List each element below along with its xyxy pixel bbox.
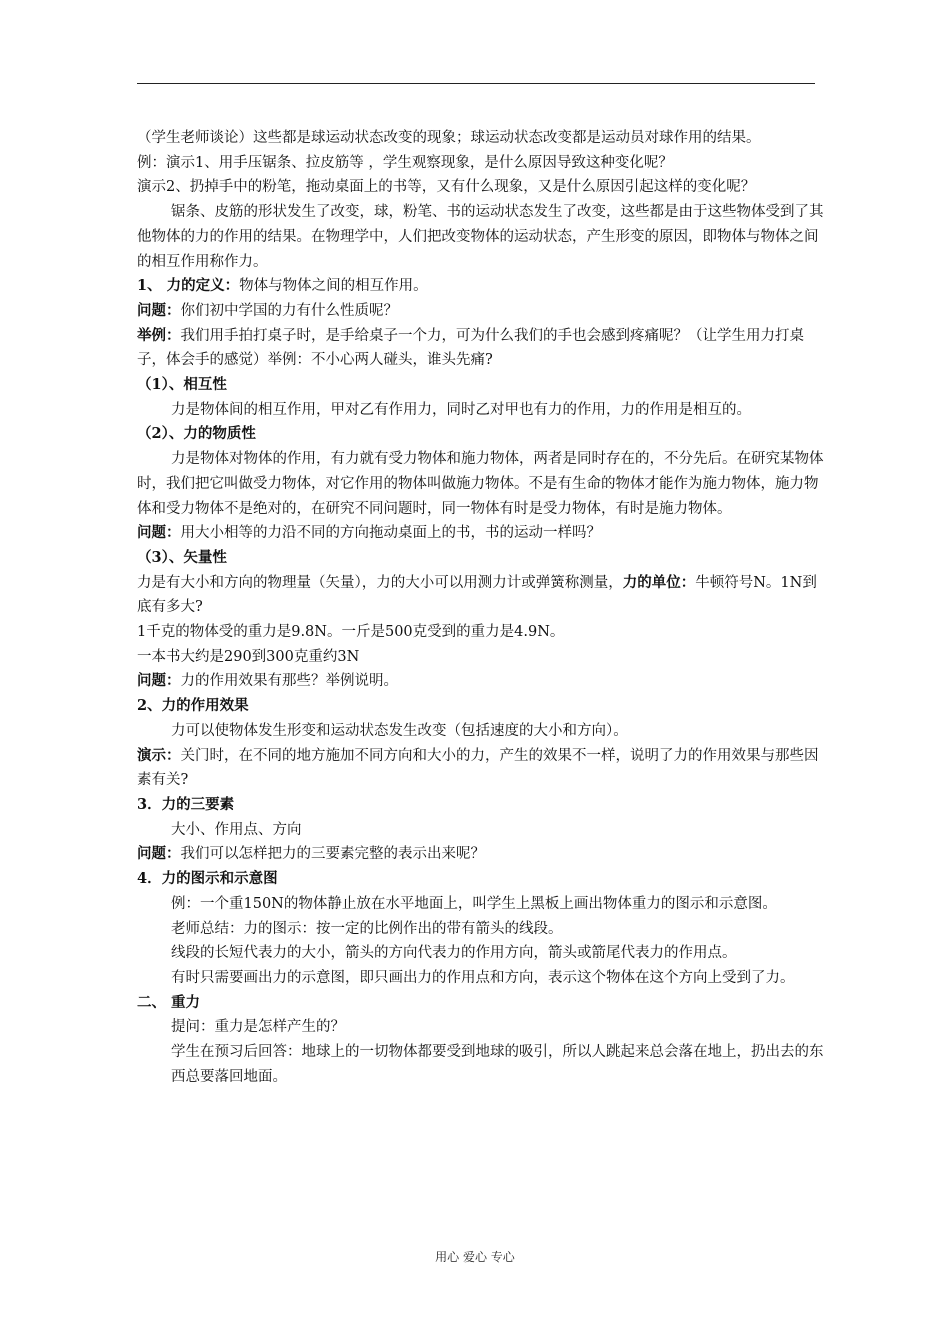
paragraph — [137, 842, 827, 867]
paragraph — [137, 793, 827, 818]
paragraph — [137, 422, 827, 447]
paragraph-heading: 1、 力的定义： — [137, 277, 240, 295]
paragraph-heading: （1）、相互性 — [137, 376, 227, 394]
paragraph — [137, 892, 827, 917]
paragraph — [137, 1040, 827, 1089]
paragraph-text: 例：一个重150N的物体静止放在水平地面上，叫学生上黑板上画出物体重力的图示和示意图。 — [171, 895, 777, 912]
header-rule — [137, 83, 815, 84]
paragraph-text: 1千克的物体受的重力是9.8N。一斤是500克受到的重力是4.9N。 — [137, 624, 565, 641]
paragraph — [137, 521, 827, 546]
paragraph — [137, 546, 827, 571]
paragraph-heading: （3）、矢量性 — [137, 548, 227, 566]
paragraph-heading: 力的单位： — [622, 573, 696, 591]
paragraph — [137, 151, 827, 176]
paragraph-text: 有时只需要画出力的示意图，即只画出力的作用点和方向，表示这个物体在这个方向上受到了力。 — [171, 969, 795, 986]
paragraph-heading: 问题： — [137, 524, 181, 542]
paragraph-text: 关门时，在不同的地方施加不同方向和大小的力，产生的效果不一样，说明了力的作用效果与那些因素有关? — [137, 747, 819, 789]
paragraph — [137, 175, 827, 200]
paragraph — [137, 274, 827, 299]
paragraph-text: 我们用手拍打桌子时，是手给桌子一个力，可为什么我们的手也会感到疼痛呢？（让学生用力打桌子，体会手的感觉）举例：不小心两人碰头，谁头先痛? — [137, 327, 804, 369]
paragraph-heading: 问题： — [137, 845, 181, 863]
paragraph — [137, 941, 827, 966]
paragraph — [137, 744, 827, 793]
paragraph-heading: 4．力的图示和示意图 — [137, 870, 278, 888]
paragraph — [137, 818, 827, 843]
paragraph — [137, 966, 827, 991]
paragraph-text: 物体与物体之间的相互作用。 — [239, 278, 428, 295]
paragraph — [137, 447, 827, 521]
paragraph — [137, 571, 827, 620]
paragraph — [137, 200, 827, 274]
paragraph-heading: 举例： — [137, 326, 181, 344]
paragraph-text: 学生在预习后回答：地球上的一切物体都要受到地球的吸引，所以人跳起来总会落在地上，扔出去的东西总要落回地面。 — [171, 1044, 824, 1085]
paragraph-heading: 演示： — [137, 746, 181, 764]
paragraph-text: 演示2、扔掉手中的粉笔，拖动桌面上的书等，又有什么现象，又是什么原因引起这样的变化呢？ — [137, 179, 756, 196]
paragraph — [137, 867, 827, 892]
paragraph-text: 力的作用效果有那些？举例说明。 — [180, 673, 398, 690]
paragraph-text: 力是物体间的相互作用，甲对乙有作用力，同时乙对甲也有力的作用，力的作用是相互的。 — [171, 401, 751, 418]
paragraph-heading: 二、 重力 — [137, 993, 201, 1011]
paragraph-heading: 问题： — [137, 672, 181, 690]
paragraph-text: 例：演示1、用手压锯条、拉皮筋等 ，学生观察现象，是什么原因导致这种变化呢？ — [137, 154, 673, 171]
paragraph-text: 提问：重力是怎样产生的？ — [171, 1019, 345, 1036]
paragraph-text: 牛顿符号N。1N到底有多大? — [137, 574, 817, 616]
paragraph-text: （学生老师谈论）这些都是球运动状态改变的现象；球运动状态改变都是运动员对球作用的结果。 — [137, 130, 761, 146]
paragraph — [137, 991, 827, 1016]
paragraph — [137, 1015, 827, 1040]
paragraph-text: 你们初中学国的力有什么性质呢？ — [180, 302, 398, 319]
paragraph-text: 我们可以怎样把力的三要素完整的表示出来呢？ — [180, 846, 485, 863]
paragraph — [137, 126, 827, 151]
paragraph-text: 线段的长短代表力的大小，箭头的方向代表力的作用方向，箭头或箭尾代表力的作用点。 — [171, 945, 737, 962]
page-footer: 用心 爱心 专心 — [435, 1250, 515, 1264]
paragraph-heading: 2、力的作用效果 — [137, 697, 249, 715]
paragraph-text: 锯条、皮筋的形状发生了改变，球，粉笔、书的运动状态发生了改变，这些都是由于这些物体受到了其他物体的力的作用的结果。在物理学中，人们把改变物体的运动状态，产生形变的原因，即物体与物体之间的相互作用称作力。 — [137, 204, 824, 270]
paragraph — [137, 694, 827, 719]
paragraph — [137, 373, 827, 398]
paragraph — [137, 620, 827, 645]
paragraph-text: 老师总结：力的图示：按一定的比例作出的带有箭头的线段。 — [171, 920, 563, 937]
paragraph-heading: （2）、力的物质性 — [137, 425, 256, 443]
paragraph-heading: 3．力的三要素 — [137, 795, 235, 813]
paragraph — [137, 299, 827, 324]
paragraph-text: 力是有大小和方向的物理量（矢量），力的大小可以用测力计或弹簧称测量， — [137, 574, 623, 591]
paragraph — [137, 398, 827, 423]
paragraph — [137, 917, 827, 942]
paragraph — [137, 669, 827, 694]
paragraph-heading: 问题： — [137, 301, 181, 319]
paragraph — [137, 719, 827, 744]
paragraph-text: 用大小相等的力沿不同的方向拖动桌面上的书，书的运动一样吗？ — [180, 525, 601, 542]
paragraph-text: 大小、作用点、方向 — [171, 821, 302, 838]
paragraph-text: 力是物体对物体的作用，有力就有受力物体和施力物体，两者是同时存在的，不分先后。在研究某物体时，我们把它叫做受力物体，对它作用的物体叫做施力物体。不是有生命的物体才能作为施力物体，施力物体和受力物体不是绝对的，在研究不同问题时，同一物体有时是受力物体，有时是施力物体。 — [137, 451, 824, 517]
paragraph — [137, 645, 827, 670]
paragraph-text: 一本书大约是290到300克重约3N — [137, 648, 360, 665]
paragraph-text: 力可以使物体发生形变和运动状态发生改变（包括速度的大小和方向）。 — [171, 722, 628, 739]
document-body — [137, 126, 827, 1089]
paragraph — [137, 324, 827, 373]
